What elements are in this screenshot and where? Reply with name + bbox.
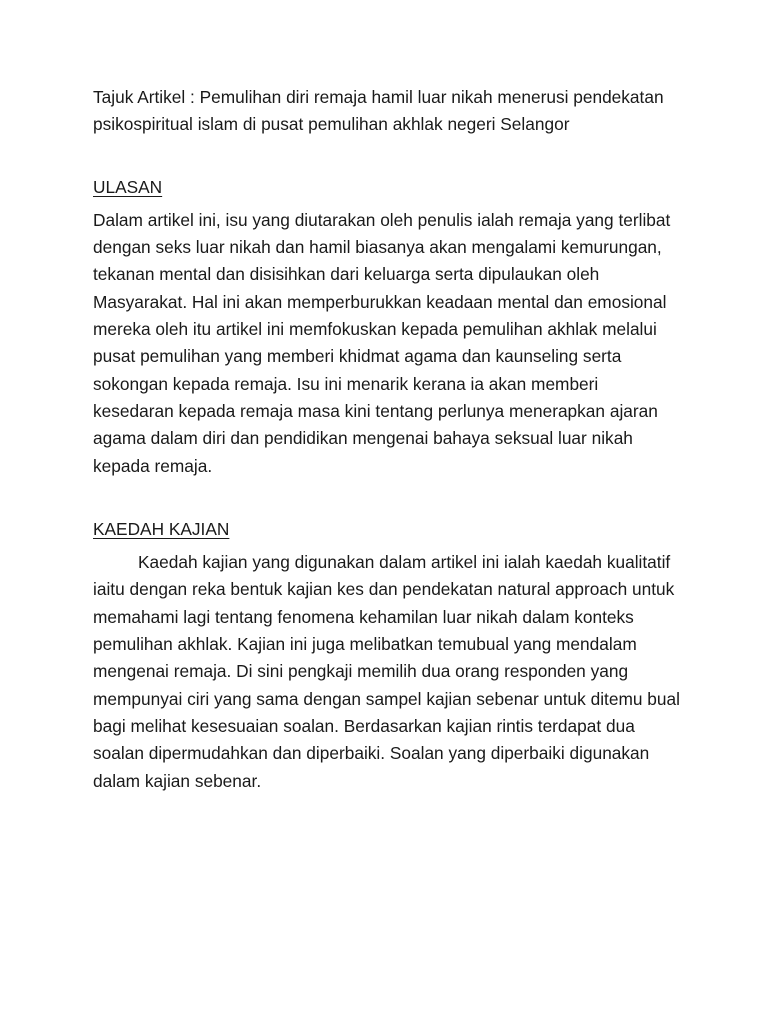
document-page: [93, 84, 683, 795]
kaedah-kajian-paragraph: Kaedah kajian yang digunakan dalam artikel ini ialah kaedah kualitatif iaitu dengan reka bentuk kajian kes dan pendekatan natural approach untuk memahami lagi tentang fenomena kehamilan luar nikah dalam konteks pemulihan akhlak. Kajian ini juga melibatkan temubual yang mendalam mengenai remaja. Di sini pengkaji memilih dua orang responden yang mempunyai ciri yang sama dengan sampel kajian sebenar untuk ditemu bual bagi melihat kesesuaian soalan. Berdasarkan kajian rintis terdapat dua soalan dipermudahkan dan diperbaiki. Soalan yang diperbaiki digunakan dalam kajian sebenar.: [93, 552, 680, 791]
section-heading-ulasan: ULASAN: [93, 176, 163, 197]
section-heading-kaedah-kajian: KAEDAH KAJIAN: [93, 518, 230, 539]
article-title: Tajuk Artikel : Pemulihan diri remaja hamil luar nikah menerusi pendekatan psikospiritual islam di pusat pemulihan akhlak negeri Selangor: [93, 87, 664, 135]
ulasan-paragraph: Dalam artikel ini, isu yang diutarakan oleh penulis ialah remaja yang terlibat dengan seks luar nikah dan hamil biasanya akan mengalami kemurungan, tekanan mental dan disisihkan dari keluarga serta dipulaukan oleh Masyarakat. Hal ini akan memperburukkan keadaan mental dan emosional mereka oleh itu artikel ini memfokuskan kepada pemulihan akhlak melalui pusat pemulihan yang memberi khidmat agama dan kaunseling serta sokongan kepada remaja. Isu ini menarik kerana ia akan memberi kesedaran kepada remaja masa kini tentang perlunya menerapkan ajaran agama dalam diri dan pendidikan mengenai bahaya seksual luar nikah kepada remaja.: [93, 209, 671, 476]
